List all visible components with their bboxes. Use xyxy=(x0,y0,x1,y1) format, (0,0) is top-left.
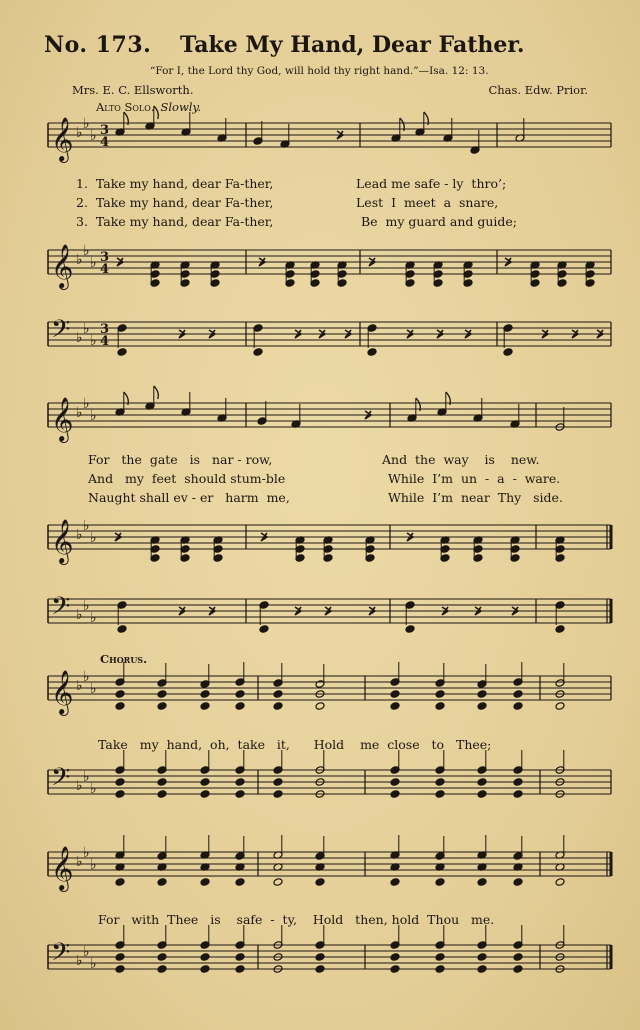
note-head xyxy=(259,625,269,634)
treble-clef-icon: 𝄞 xyxy=(51,519,74,563)
flat-icon: ♭ xyxy=(90,610,97,626)
note-head xyxy=(115,953,125,962)
note-head xyxy=(435,965,445,974)
time-signature: 4 xyxy=(100,135,110,150)
note-head xyxy=(253,348,263,357)
flat-icon: ♭ xyxy=(76,527,83,543)
verse-2-lyric-b: Lest I meet a snare, xyxy=(356,195,499,210)
note-head xyxy=(157,690,167,699)
flat-icon: ♭ xyxy=(90,408,97,424)
note-head xyxy=(435,790,445,799)
bass-clef-icon: 𝄢 xyxy=(51,938,71,973)
note-head xyxy=(157,878,167,887)
note-head xyxy=(235,690,245,699)
note-head xyxy=(315,702,325,711)
verse-2-lyric-d: While I’m un - a - ware. xyxy=(388,471,561,486)
flat-icon: ♭ xyxy=(83,769,90,785)
note-head xyxy=(503,348,513,357)
tempo-marking: Slowly. xyxy=(160,100,202,114)
note-head xyxy=(273,878,283,887)
note-head xyxy=(555,878,565,887)
flat-icon: ♭ xyxy=(90,781,97,797)
note-head xyxy=(115,778,125,787)
flat-icon: ♭ xyxy=(76,405,83,421)
note-head xyxy=(273,790,283,799)
note-head xyxy=(315,878,325,887)
note-head xyxy=(390,690,400,699)
note-head xyxy=(315,953,325,962)
time-signature: 4 xyxy=(100,334,110,349)
note-head xyxy=(115,690,125,699)
note-head xyxy=(477,878,487,887)
note-head xyxy=(273,702,283,711)
note-head xyxy=(157,965,167,974)
bass-clef-icon: 𝄢 xyxy=(51,315,71,350)
flat-icon: ♭ xyxy=(83,243,90,259)
lyricist-credit: Mrs. E. C. Ellsworth. xyxy=(72,83,194,97)
flat-icon: ♭ xyxy=(90,128,97,144)
flat-icon: ♭ xyxy=(83,669,90,685)
note-head xyxy=(235,702,245,711)
treble-clef-icon: 𝄞 xyxy=(51,846,74,890)
note-head xyxy=(477,790,487,799)
note-head xyxy=(115,965,125,974)
note-head xyxy=(477,953,487,962)
note-head xyxy=(367,348,377,357)
note-head xyxy=(513,778,523,787)
note-head xyxy=(115,702,125,711)
flat-icon: ♭ xyxy=(83,518,90,534)
verse-1-lyric-c: For the gate is nar - row, xyxy=(88,452,273,467)
flat-icon: ♭ xyxy=(90,857,97,873)
note-head xyxy=(435,690,445,699)
bass-clef-icon: 𝄢 xyxy=(51,592,71,627)
note-head xyxy=(390,790,400,799)
flat-icon: ♭ xyxy=(76,678,83,694)
note-head xyxy=(435,702,445,711)
verse-2-lyric-a: 2. Take my hand, dear Fa-ther, xyxy=(76,195,274,210)
flat-icon: ♭ xyxy=(90,956,97,972)
treble-clef-icon: 𝄞 xyxy=(51,244,74,288)
flat-icon: ♭ xyxy=(76,125,83,141)
hymn-number: No. 173. xyxy=(44,32,152,58)
flat-icon: ♭ xyxy=(83,321,90,337)
time-signature: 3 xyxy=(100,322,110,337)
note-head xyxy=(513,790,523,799)
verse-1-lyric-a: 1. Take my hand, dear Fa-ther, xyxy=(76,176,274,191)
note-head xyxy=(117,625,127,634)
note-head xyxy=(477,778,487,787)
flat-icon: ♭ xyxy=(76,854,83,870)
note-head xyxy=(157,953,167,962)
note-head xyxy=(157,778,167,787)
treble-clef-icon: 𝄞 xyxy=(51,670,74,714)
verse-3-lyric-b: Be my guard and guide; xyxy=(361,214,518,229)
bass-clef-icon: 𝄢 xyxy=(51,763,71,798)
flat-icon: ♭ xyxy=(83,116,90,132)
flat-icon: ♭ xyxy=(90,255,97,271)
flat-icon: ♭ xyxy=(76,778,83,794)
note-head xyxy=(513,965,523,974)
time-signature: 3 xyxy=(100,123,110,138)
scripture-epigraph: “For I, the Lord thy God, will hold thy right hand.”—Isa. 12: 13. xyxy=(150,65,489,77)
flat-icon: ♭ xyxy=(76,953,83,969)
treble-clef-icon: 𝄞 xyxy=(51,117,74,161)
note-head xyxy=(117,348,127,357)
note-head xyxy=(435,778,445,787)
verse-2-lyric-c: And my feet should stum-ble xyxy=(88,471,286,486)
note-head xyxy=(200,778,210,787)
note-head xyxy=(200,790,210,799)
chorus-lyric-2: For with Thee is safe - ty, Hold then, hold Thou me. xyxy=(98,912,495,927)
note-head xyxy=(200,878,210,887)
note-head xyxy=(477,702,487,711)
note-head xyxy=(513,690,523,699)
note-head xyxy=(200,965,210,974)
note-head xyxy=(115,790,125,799)
flat-icon: ♭ xyxy=(83,598,90,614)
note-head xyxy=(235,965,245,974)
flat-icon: ♭ xyxy=(83,944,90,960)
note-head xyxy=(435,878,445,887)
flat-icon: ♭ xyxy=(90,681,97,697)
note-head xyxy=(390,878,400,887)
note-flag xyxy=(154,106,159,119)
note-head xyxy=(235,778,245,787)
chorus-label: Chorus. xyxy=(100,652,148,666)
flat-icon: ♭ xyxy=(83,396,90,412)
note-head xyxy=(513,702,523,711)
alto-solo-label: Alto Solo. xyxy=(96,100,155,114)
note-head xyxy=(315,965,325,974)
verse-1-lyric-d: And the way is new. xyxy=(382,452,540,467)
verse-3-lyric-c: Naught shall ev - er harm me, xyxy=(88,490,290,505)
flat-icon: ♭ xyxy=(90,333,97,349)
flat-icon: ♭ xyxy=(76,607,83,623)
note-head xyxy=(273,778,283,787)
note-head xyxy=(513,953,523,962)
note-head xyxy=(477,965,487,974)
note-head xyxy=(405,625,415,634)
note-head xyxy=(200,690,210,699)
note-head xyxy=(235,953,245,962)
note-head xyxy=(390,965,400,974)
time-signature: 4 xyxy=(100,262,110,277)
note-head xyxy=(555,702,565,711)
note-head xyxy=(235,790,245,799)
note-head xyxy=(555,625,565,634)
note-head xyxy=(200,702,210,711)
hymn-title: Take My Hand, Dear Father. xyxy=(180,32,525,58)
time-signature: 3 xyxy=(100,250,110,265)
note-head xyxy=(235,878,245,887)
composer-credit: Chas. Edw. Prior. xyxy=(488,83,588,97)
note-head xyxy=(390,953,400,962)
note-head xyxy=(390,702,400,711)
chorus-lyric-1: Take my hand, oh, take it, Hold me close to Thee; xyxy=(98,737,492,752)
flat-icon: ♭ xyxy=(76,252,83,268)
treble-clef-icon: 𝄞 xyxy=(51,397,74,441)
note-head xyxy=(273,690,283,699)
note-head xyxy=(157,790,167,799)
note-head xyxy=(435,953,445,962)
note-flag xyxy=(154,386,159,399)
note-head xyxy=(200,953,210,962)
verse-3-lyric-d: While I’m near Thy side. xyxy=(388,490,563,505)
flat-icon: ♭ xyxy=(76,330,83,346)
note-head xyxy=(390,778,400,787)
note-head xyxy=(157,702,167,711)
note-head xyxy=(513,878,523,887)
flat-icon: ♭ xyxy=(83,845,90,861)
note-head xyxy=(115,878,125,887)
verse-3-lyric-a: 3. Take my hand, dear Fa-ther, xyxy=(76,214,274,229)
flat-icon: ♭ xyxy=(90,530,97,546)
note-head xyxy=(477,690,487,699)
verse-1-lyric-b: Lead me safe - ly thro’; xyxy=(356,176,507,191)
